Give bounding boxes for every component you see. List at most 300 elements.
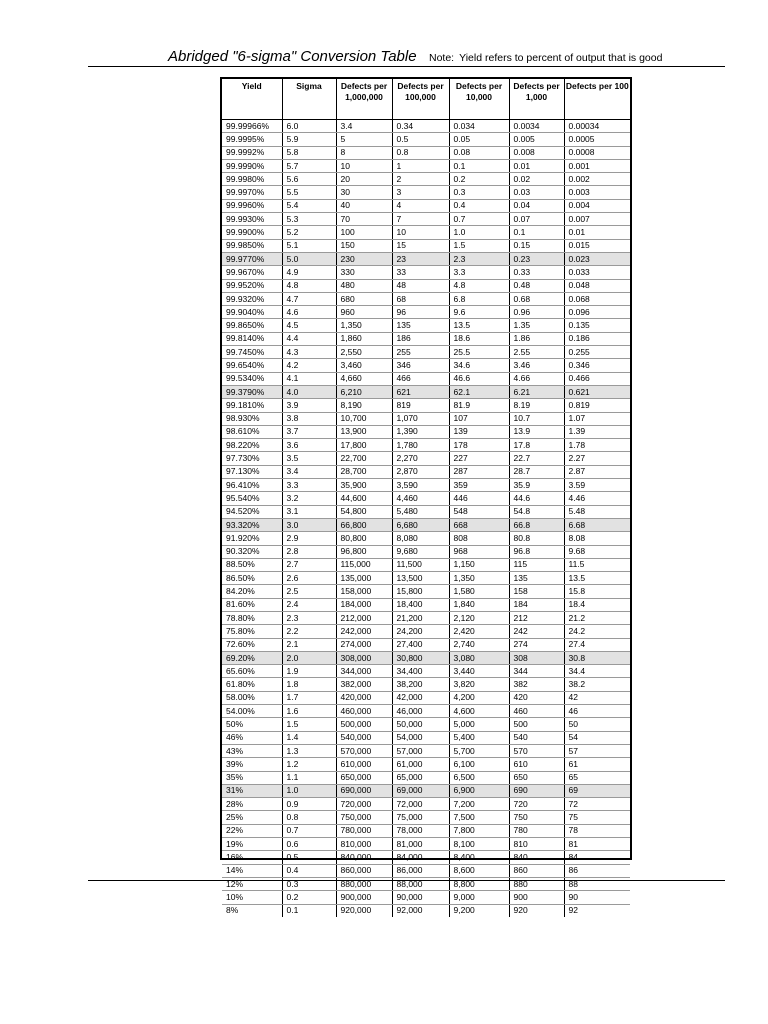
table-cell: 5.2	[282, 226, 336, 239]
table-cell: 5,480	[392, 505, 449, 518]
table-cell: 5.6	[282, 173, 336, 186]
table-row	[222, 239, 630, 252]
column-header: Sigma	[282, 79, 336, 120]
table-cell: 810	[509, 838, 564, 851]
table-cell: 84	[564, 851, 630, 864]
table-cell: 4	[392, 199, 449, 212]
table-cell: 500,000	[336, 718, 392, 731]
table-cell: 0.4	[449, 199, 509, 212]
table-cell: 750,000	[336, 811, 392, 824]
table-cell: 808	[449, 532, 509, 545]
table-cell: 960	[336, 306, 392, 319]
table-cell: 86.50%	[222, 572, 282, 585]
table-cell: 920	[509, 904, 564, 917]
table-cell: 0.2	[449, 173, 509, 186]
table-cell: 0.0034	[509, 120, 564, 133]
table-cell: 27,400	[392, 638, 449, 651]
table-cell: 1.3	[282, 744, 336, 757]
table-cell: 99.1810%	[222, 399, 282, 412]
table-cell: 88,000	[392, 877, 449, 890]
table-cell: 2.27	[564, 452, 630, 465]
table-cell: 96.8	[509, 545, 564, 558]
table-row	[222, 665, 630, 678]
table-cell: 6.68	[564, 518, 630, 531]
title-bar	[88, 44, 725, 67]
table-row	[222, 811, 630, 824]
table-cell: 28%	[222, 798, 282, 811]
table-cell: 10	[336, 159, 392, 172]
table-row	[222, 266, 630, 279]
table-cell: 5.8	[282, 146, 336, 159]
table-cell: 35,900	[336, 479, 392, 492]
table-cell: 3,820	[449, 678, 509, 691]
table-row	[222, 159, 630, 172]
table-cell: 0.08	[449, 146, 509, 159]
table-cell: 274	[509, 638, 564, 651]
table-cell: 1.39	[564, 425, 630, 438]
table-cell: 99.6540%	[222, 359, 282, 372]
table-row	[222, 479, 630, 492]
table-cell: 99.9970%	[222, 186, 282, 199]
table-cell: 22,700	[336, 452, 392, 465]
table-row	[222, 611, 630, 624]
table-cell: 99.7450%	[222, 346, 282, 359]
table-cell: 3.59	[564, 479, 630, 492]
table-cell: 35.9	[509, 479, 564, 492]
table-cell: 8,400	[449, 851, 509, 864]
table-cell: 80.8	[509, 532, 564, 545]
table-cell: 0.00034	[564, 120, 630, 133]
table-cell: 99.9990%	[222, 159, 282, 172]
table-row	[222, 505, 630, 518]
table-row	[222, 651, 630, 664]
table-cell: 72.60%	[222, 638, 282, 651]
table-cell: 2.9	[282, 532, 336, 545]
table-cell: 5.3	[282, 213, 336, 226]
table-cell: 4.66	[509, 372, 564, 385]
table-cell: 621	[392, 385, 449, 398]
table-cell: 0.466	[564, 372, 630, 385]
table-cell: 0.096	[564, 306, 630, 319]
table-cell: 99.9320%	[222, 292, 282, 305]
table-cell: 690	[509, 784, 564, 797]
table-cell: 1.4	[282, 731, 336, 744]
table-cell: 93.320%	[222, 518, 282, 531]
table-cell: 3.8	[282, 412, 336, 425]
table-cell: 1,350	[449, 572, 509, 585]
table-body	[222, 120, 630, 917]
table-row	[222, 678, 630, 691]
table-cell: 158,000	[336, 585, 392, 598]
table-cell: 0.34	[392, 120, 449, 133]
table-cell: 34.6	[449, 359, 509, 372]
table-cell: 92,000	[392, 904, 449, 917]
table-cell: 810,000	[336, 838, 392, 851]
table-cell: 115	[509, 558, 564, 571]
table-cell: 65,000	[392, 771, 449, 784]
table-cell: 1,580	[449, 585, 509, 598]
table-cell: 780,000	[336, 824, 392, 837]
table-cell: 20	[336, 173, 392, 186]
table-cell: 66.8	[509, 518, 564, 531]
table-row	[222, 771, 630, 784]
table-cell: 4,460	[392, 492, 449, 505]
table-cell: 0.621	[564, 385, 630, 398]
table-cell: 8,080	[392, 532, 449, 545]
table-cell: 4.0	[282, 385, 336, 398]
table-row	[222, 838, 630, 851]
table-cell: 2,740	[449, 638, 509, 651]
table-cell: 1.5	[282, 718, 336, 731]
table-row	[222, 705, 630, 718]
conversion-table	[222, 79, 630, 917]
table-cell: 1,840	[449, 598, 509, 611]
table-cell: 1,860	[336, 332, 392, 345]
table-cell: 81.9	[449, 399, 509, 412]
note-text: Yield refers to percent of output that is good	[459, 52, 663, 64]
table-cell: 4.4	[282, 332, 336, 345]
header-row	[222, 79, 630, 120]
table-cell: 4.8	[282, 279, 336, 292]
table-cell: 4.5	[282, 319, 336, 332]
table-cell: 3.6	[282, 439, 336, 452]
table-row	[222, 532, 630, 545]
table-cell: 18,400	[392, 598, 449, 611]
table-cell: 0.1	[282, 904, 336, 917]
table-cell: 57	[564, 744, 630, 757]
table-cell: 255	[392, 346, 449, 359]
table-cell: 3.9	[282, 399, 336, 412]
table-cell: 540,000	[336, 731, 392, 744]
table-cell: 0.48	[509, 279, 564, 292]
table-cell: 72	[564, 798, 630, 811]
table-row	[222, 758, 630, 771]
table-cell: 33	[392, 266, 449, 279]
table-cell: 24.2	[564, 625, 630, 638]
table-cell: 1.07	[564, 412, 630, 425]
table-cell: 1,070	[392, 412, 449, 425]
table-cell: 860,000	[336, 864, 392, 877]
table-row	[222, 385, 630, 398]
table-cell: 78	[564, 824, 630, 837]
table-cell: 75	[564, 811, 630, 824]
table-cell: 3.2	[282, 492, 336, 505]
table-cell: 7	[392, 213, 449, 226]
table-cell: 98.930%	[222, 412, 282, 425]
table-cell: 7,800	[449, 824, 509, 837]
table-cell: 48	[392, 279, 449, 292]
table-cell: 0.819	[564, 399, 630, 412]
table-cell: 18.6	[449, 332, 509, 345]
table-cell: 158	[509, 585, 564, 598]
table-cell: 92	[564, 904, 630, 917]
table-cell: 9,000	[449, 891, 509, 904]
table-cell: 61	[564, 758, 630, 771]
table-row	[222, 279, 630, 292]
table-cell: 446	[449, 492, 509, 505]
table-cell: 15	[392, 239, 449, 252]
table-cell: 99.8650%	[222, 319, 282, 332]
table-cell: 24,200	[392, 625, 449, 638]
table-cell: 650	[509, 771, 564, 784]
table-cell: 920,000	[336, 904, 392, 917]
table-cell: 5.5	[282, 186, 336, 199]
table-cell: 17,800	[336, 439, 392, 452]
table-row	[222, 518, 630, 531]
table-cell: 7,200	[449, 798, 509, 811]
table-cell: 99.9980%	[222, 173, 282, 186]
table-cell: 1.7	[282, 691, 336, 704]
table-cell: 50	[564, 718, 630, 731]
table-cell: 6,500	[449, 771, 509, 784]
table-cell: 1.8	[282, 678, 336, 691]
table-cell: 0.005	[509, 133, 564, 146]
table-cell: 0.5	[282, 851, 336, 864]
table-cell: 30	[336, 186, 392, 199]
table-cell: 1,350	[336, 319, 392, 332]
table-cell: 3,080	[449, 651, 509, 664]
table-cell: 34,400	[392, 665, 449, 678]
table-cell: 0.2	[282, 891, 336, 904]
table-cell: 70	[336, 213, 392, 226]
table-cell: 9,680	[392, 545, 449, 558]
table-cell: 3,440	[449, 665, 509, 678]
table-cell: 22.7	[509, 452, 564, 465]
table-cell: 2.0	[282, 651, 336, 664]
table-cell: 61.80%	[222, 678, 282, 691]
conversion-table-frame	[220, 77, 632, 916]
table-cell: 135,000	[336, 572, 392, 585]
table-cell: 0.008	[509, 146, 564, 159]
table-cell: 1.0	[282, 784, 336, 797]
table-cell: 0.7	[282, 824, 336, 837]
table-cell: 81.60%	[222, 598, 282, 611]
table-cell: 81,000	[392, 838, 449, 851]
table-cell: 99.9520%	[222, 279, 282, 292]
table-cell: 8	[336, 146, 392, 159]
table-cell: 880,000	[336, 877, 392, 890]
table-cell: 359	[449, 479, 509, 492]
table-cell: 0.9	[282, 798, 336, 811]
table-cell: 6.21	[509, 385, 564, 398]
table-cell: 0.346	[564, 359, 630, 372]
table-cell: 2,420	[449, 625, 509, 638]
table-cell: 1.6	[282, 705, 336, 718]
table-cell: 242,000	[336, 625, 392, 638]
table-cell: 570,000	[336, 744, 392, 757]
table-cell: 5,700	[449, 744, 509, 757]
table-cell: 98.610%	[222, 425, 282, 438]
table-cell: 16%	[222, 851, 282, 864]
column-header: Defects per 100	[564, 79, 630, 120]
table-cell: 31%	[222, 784, 282, 797]
table-row	[222, 332, 630, 345]
table-cell: 15.8	[564, 585, 630, 598]
table-cell: 8,100	[449, 838, 509, 851]
table-cell: 3.4	[336, 120, 392, 133]
table-cell: 28.7	[509, 465, 564, 478]
table-cell: 22%	[222, 824, 282, 837]
table-cell: 0.255	[564, 346, 630, 359]
table-cell: 0.003	[564, 186, 630, 199]
table-cell: 30,800	[392, 651, 449, 664]
table-cell: 14%	[222, 864, 282, 877]
table-row	[222, 120, 630, 133]
table-cell: 500	[509, 718, 564, 731]
table-cell: 72,000	[392, 798, 449, 811]
table-cell: 44,600	[336, 492, 392, 505]
table-cell: 38.2	[564, 678, 630, 691]
table-cell: 61,000	[392, 758, 449, 771]
table-cell: 12%	[222, 877, 282, 890]
table-cell: 819	[392, 399, 449, 412]
table-cell: 6,680	[392, 518, 449, 531]
table-row	[222, 213, 630, 226]
table-cell: 1.2	[282, 758, 336, 771]
table-cell: 99.99966%	[222, 120, 282, 133]
table-cell: 3.46	[509, 359, 564, 372]
table-cell: 4.8	[449, 279, 509, 292]
table-cell: 0.4	[282, 864, 336, 877]
table-cell: 4.46	[564, 492, 630, 505]
table-cell: 0.0008	[564, 146, 630, 159]
table-cell: 880	[509, 877, 564, 890]
table-cell: 62.1	[449, 385, 509, 398]
table-cell: 1.78	[564, 439, 630, 452]
table-cell: 8.19	[509, 399, 564, 412]
table-cell: 54,800	[336, 505, 392, 518]
table-cell: 0.68	[509, 292, 564, 305]
table-cell: 0.8	[392, 146, 449, 159]
table-cell: 10%	[222, 891, 282, 904]
table-cell: 10	[392, 226, 449, 239]
table-cell: 65.60%	[222, 665, 282, 678]
table-cell: 115,000	[336, 558, 392, 571]
table-cell: 3.7	[282, 425, 336, 438]
table-cell: 25.5	[449, 346, 509, 359]
table-cell: 99.9670%	[222, 266, 282, 279]
table-cell: 2.6	[282, 572, 336, 585]
table-cell: 0.001	[564, 159, 630, 172]
table-cell: 2.55	[509, 346, 564, 359]
table-row	[222, 439, 630, 452]
table-cell: 50,000	[392, 718, 449, 731]
table-row	[222, 558, 630, 571]
table-cell: 0.04	[509, 199, 564, 212]
table-cell: 2,870	[392, 465, 449, 478]
table-cell: 18.4	[564, 598, 630, 611]
table-cell: 5.1	[282, 239, 336, 252]
table-cell: 382,000	[336, 678, 392, 691]
table-cell: 0.0005	[564, 133, 630, 146]
table-cell: 99.9900%	[222, 226, 282, 239]
table-cell: 21.2	[564, 611, 630, 624]
column-header: Defects per 10,000	[449, 79, 509, 120]
table-cell: 668	[449, 518, 509, 531]
table-cell: 3.3	[449, 266, 509, 279]
table-cell: 96.410%	[222, 479, 282, 492]
table-cell: 46,000	[392, 705, 449, 718]
bottom-divider	[88, 880, 725, 881]
table-row	[222, 784, 630, 797]
table-cell: 610,000	[336, 758, 392, 771]
table-row	[222, 864, 630, 877]
table-cell: 968	[449, 545, 509, 558]
table-cell: 2.8	[282, 545, 336, 558]
table-cell: 212	[509, 611, 564, 624]
table-cell: 30.8	[564, 651, 630, 664]
table-row	[222, 598, 630, 611]
table-cell: 382	[509, 678, 564, 691]
note-label: Note:	[429, 52, 455, 64]
table-cell: 0.3	[449, 186, 509, 199]
table-cell: 99.9960%	[222, 199, 282, 212]
table-cell: 540	[509, 731, 564, 744]
table-cell: 227	[449, 452, 509, 465]
table-cell: 135	[392, 319, 449, 332]
table-cell: 3.3	[282, 479, 336, 492]
table-cell: 46.6	[449, 372, 509, 385]
table-cell: 2,120	[449, 611, 509, 624]
table-cell: 0.023	[564, 252, 630, 265]
table-cell: 420	[509, 691, 564, 704]
table-cell: 2	[392, 173, 449, 186]
table-cell: 4,200	[449, 691, 509, 704]
table-cell: 330	[336, 266, 392, 279]
table-cell: 99.3790%	[222, 385, 282, 398]
table-cell: 2.3	[282, 611, 336, 624]
table-cell: 99.9040%	[222, 306, 282, 319]
table-cell: 78.80%	[222, 611, 282, 624]
table-cell: 75.80%	[222, 625, 282, 638]
table-cell: 27.4	[564, 638, 630, 651]
table-cell: 0.01	[509, 159, 564, 172]
table-cell: 860	[509, 864, 564, 877]
table-cell: 66,800	[336, 518, 392, 531]
table-cell: 212,000	[336, 611, 392, 624]
table-cell: 0.02	[509, 173, 564, 186]
table-cell: 97.730%	[222, 452, 282, 465]
table-cell: 900	[509, 891, 564, 904]
table-cell: 81	[564, 838, 630, 851]
table-cell: 3,460	[336, 359, 392, 372]
table-row	[222, 904, 630, 917]
table-cell: 750	[509, 811, 564, 824]
table-cell: 230	[336, 252, 392, 265]
table-cell: 0.033	[564, 266, 630, 279]
table-cell: 46	[564, 705, 630, 718]
table-cell: 25%	[222, 811, 282, 824]
table-cell: 86,000	[392, 864, 449, 877]
table-cell: 94.520%	[222, 505, 282, 518]
table-cell: 344,000	[336, 665, 392, 678]
table-cell: 0.05	[449, 133, 509, 146]
table-cell: 346	[392, 359, 449, 372]
table-cell: 99.9995%	[222, 133, 282, 146]
document-title: Abridged "6-sigma" Conversion Table	[168, 48, 417, 65]
table-row	[222, 186, 630, 199]
table-cell: 1.9	[282, 665, 336, 678]
table-cell: 43%	[222, 744, 282, 757]
table-cell: 9.6	[449, 306, 509, 319]
table-cell: 84,000	[392, 851, 449, 864]
table-row	[222, 199, 630, 212]
table-cell: 0.33	[509, 266, 564, 279]
table-cell: 1,390	[392, 425, 449, 438]
table-row	[222, 798, 630, 811]
table-cell: 2.2	[282, 625, 336, 638]
table-cell: 840,000	[336, 851, 392, 864]
